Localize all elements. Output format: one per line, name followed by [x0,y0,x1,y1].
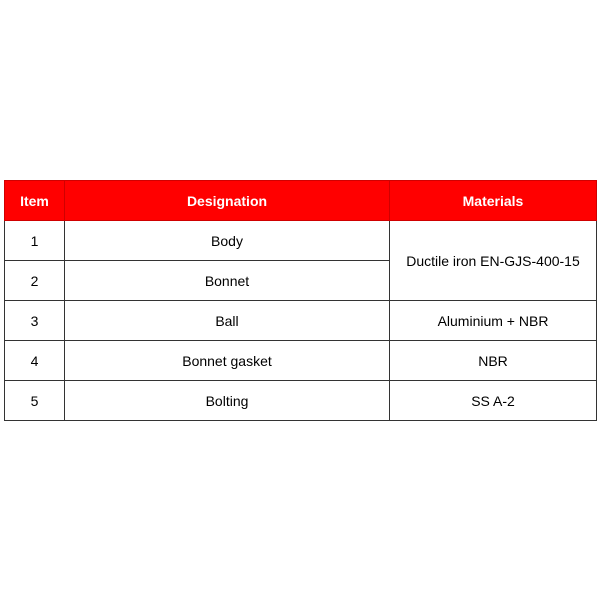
designation-cell: Ball [65,301,390,341]
header-designation: Designation [65,181,390,221]
designation-cell: Bonnet [65,261,390,301]
header-materials: Materials [390,181,597,221]
item-number: 4 [5,341,65,381]
designation-cell: Bolting [65,381,390,421]
designation-cell: Bonnet gasket [65,341,390,381]
designation-cell: Body [65,221,390,261]
table-row [5,221,597,261]
header-item: Item [5,181,65,221]
materials-cell: SS A-2 [390,381,597,421]
table-row [5,381,597,421]
table-header-row [5,181,597,221]
materials-table [4,180,597,421]
item-number: 3 [5,301,65,341]
table-row [5,301,597,341]
item-number: 2 [5,261,65,301]
table-row [5,341,597,381]
materials-cell: NBR [390,341,597,381]
materials-cell: Ductile iron EN-GJS-400-15 [390,221,597,301]
materials-cell: Aluminium + NBR [390,301,597,341]
item-number: 5 [5,381,65,421]
item-number: 1 [5,221,65,261]
